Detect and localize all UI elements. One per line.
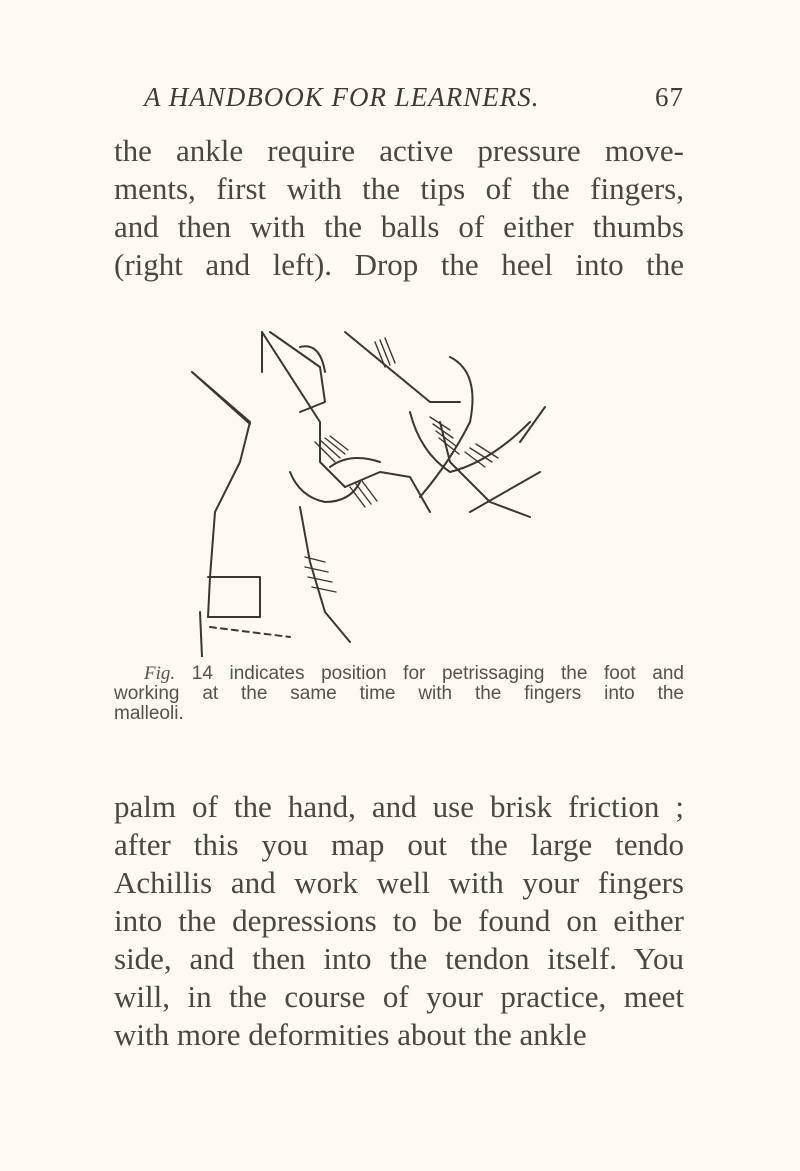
caption-text: 14 indicates position for petrissaging the foot and [191,663,684,684]
text-line: side, and then into the tendon itself. You [114,941,684,976]
text-line: into the depressions to be found on either [114,903,684,938]
text-line: with more deformities about the ankle [114,1017,587,1052]
text-line: (right and left). Drop the heel into the [114,247,684,282]
caption-line: working at the same time with the fingers into the [114,683,684,704]
caption-line: malleoli. [114,703,184,724]
paragraph-bottom [114,788,684,1054]
text-line: palm of the hand, and use brisk friction ; [114,789,684,824]
text-line: after this you map out the large tendo [114,827,684,862]
caption-line [114,664,684,684]
running-head-title: A HANDBOOK FOR LEARNERS. [144,82,540,112]
figure-caption [114,664,684,724]
figure-label: Fig. [144,663,176,684]
text-line: the ankle require active pressure move- [114,133,684,168]
hands-on-foot-illustration [150,312,650,657]
text-line: ments, first with the tips of the fingers, [114,171,684,206]
text-line: will, in the course of your practice, meet [114,979,684,1014]
paragraph-top [114,132,684,284]
text-line: Achillis and work well with your fingers [114,865,684,900]
text-line: and then with the balls of either thumbs [114,209,684,244]
page-number: 67 [655,82,684,112]
